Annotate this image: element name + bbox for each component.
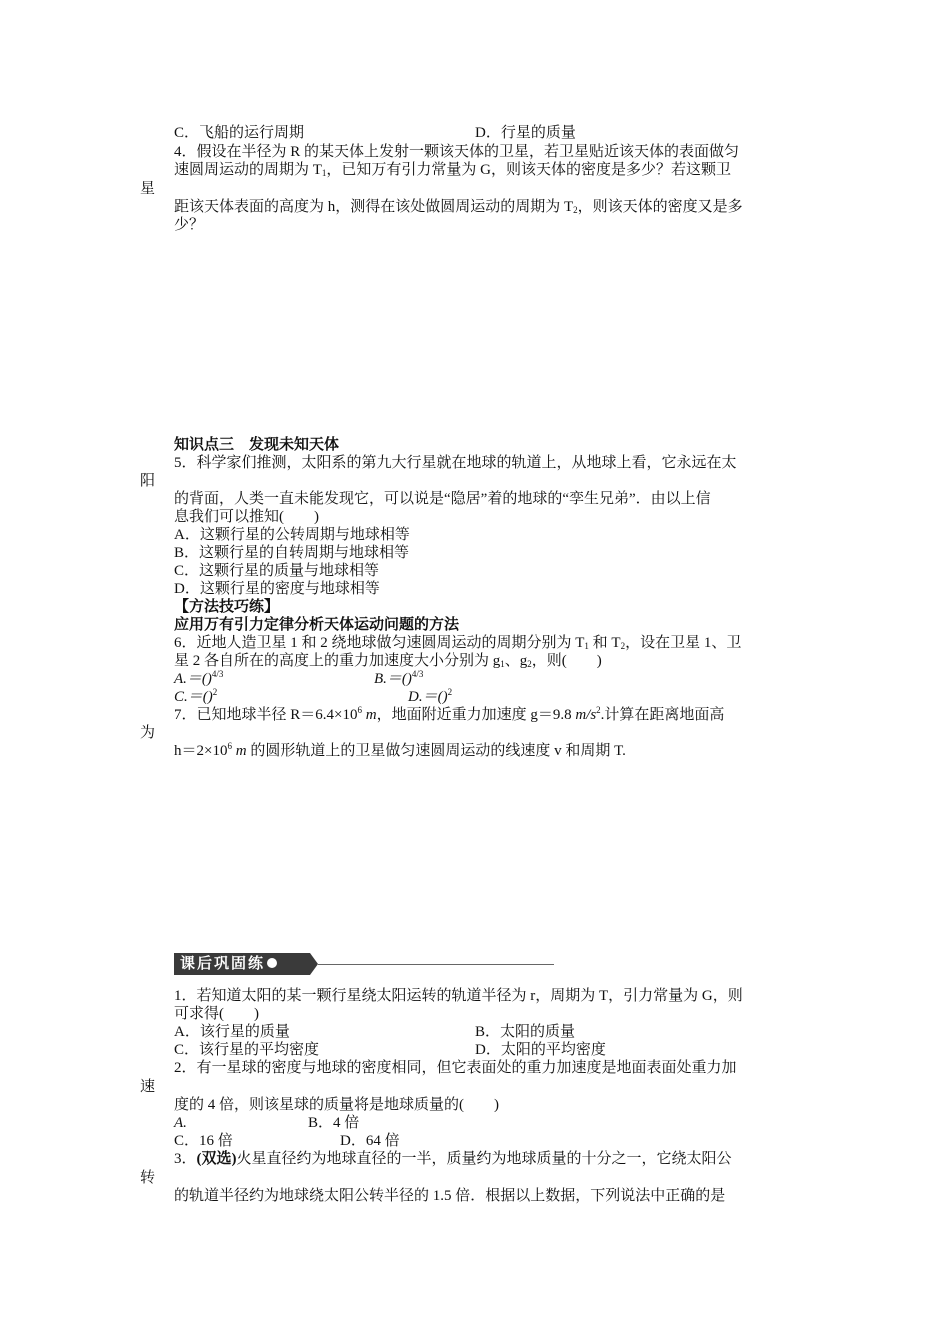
h3-line-2: 的轨道半径约为地球绕太阳公转半径的 1.5 倍．根据以上数据，下列说法中正确的是 — [174, 1188, 726, 1204]
q7-line-2: $h=2\times 10^6$ m 的圆形轨道上的卫星做匀速圆周运动的线速度 v 和周期 T. — [174, 741, 626, 759]
q4-line-2: 速圆周运动的周期为 $T_1$，已知万有引力常量为 G，则该天体的密度是多少？若这颗卫 — [174, 162, 732, 178]
margin-char: 阳 — [140, 473, 156, 489]
h1-line-2: 可求得( ) — [174, 1006, 259, 1022]
q4-line-3: 距该天体表面的高度为 h，测得在该处做圆周运动的周期为 $T_2$，则该天体的密度又是多 — [174, 199, 743, 215]
h2-line-1: 2．有一星球的密度与地球的密度相同，但它表面处的重力加速度是地面表面处重力加 — [174, 1060, 737, 1076]
q7-line-1: 7．已知地球半径 $R=6.4\times 10^6$ m，地面附近重力加速度 g＝9.8 $m/s^2$.计算在距离地面高 — [174, 705, 725, 723]
q5-option-a: A．这颗行星的公转周期与地球相等 — [174, 527, 410, 543]
h1-option-d: D．太阳的平均密度 — [475, 1042, 606, 1058]
q6-option-a: A.＝()$^{4/3}$ — [174, 669, 224, 687]
q5-line-1: 5．科学家们推测，太阳系的第九大行星就在地球的轨道上，从地球上看，它永远在太 — [174, 455, 737, 471]
homework-banner: 课后巩固练 — [174, 953, 310, 975]
margin-char: 为 — [140, 725, 156, 741]
h2-option-d: D．64 倍 — [340, 1133, 400, 1149]
margin-char: 星 — [140, 181, 156, 197]
method-heading: 【方法技巧练】 — [174, 599, 280, 615]
q6-option-b: B.＝()$^{4/3}$ — [374, 669, 424, 687]
q3-option-c: C．飞船的运行周期 — [174, 125, 305, 141]
q5-line-3: 息我们可以推知( ) — [174, 509, 319, 525]
q6-line-2: 星 2 各自所在的高度上的重力加速度大小分别为 $g_1$、$g_2$，则( ) — [174, 653, 602, 669]
q5-line-2: 的背面，人类一直未能发现它，可以说是“隐居”着的地球的“孪生兄弟”．由以上信 — [174, 491, 711, 507]
section-heading: 知识点三 发现未知天体 — [174, 437, 340, 453]
h1-option-c: C．该行星的平均密度 — [174, 1042, 320, 1058]
h2-option-c: C．16 倍 — [174, 1133, 233, 1149]
h1-option-a: A．该行星的质量 — [174, 1024, 290, 1040]
h1-line-1: 1．若知道太阳的某一颗行星绕太阳运转的轨道半径为 r，周期为 T，引力常量为 G，则 — [174, 988, 743, 1004]
q5-option-d: D．这颗行星的密度与地球相等 — [174, 581, 380, 597]
q4-line-1: 4．假设在半径为 R 的某天体上发射一颗该天体的卫星，若卫星贴近该天体的表面做匀 — [174, 144, 740, 160]
circle-icon — [267, 958, 277, 968]
h2-option-a: A. — [174, 1115, 187, 1131]
banner-arrow — [310, 953, 318, 975]
h1-option-b: B．太阳的质量 — [475, 1024, 576, 1040]
q5-option-c: C．这颗行星的质量与地球相等 — [174, 563, 380, 579]
q5-option-b: B．这颗行星的自转周期与地球相等 — [174, 545, 410, 561]
h2-line-2: 度的 4 倍，则该星球的质量将是地球质量的( ) — [174, 1097, 499, 1113]
margin-char: 速 — [140, 1079, 156, 1095]
h2-option-b: B．4 倍 — [308, 1115, 360, 1131]
q6-line-1: 6．近地人造卫星 1 和 2 绕地球做匀速圆周运动的周期分别为 $T_1$ 和 $T_2$，设在卫星 1、卫 — [174, 635, 742, 651]
q6-option-d: D.＝()$^2$ — [408, 687, 453, 705]
q3-option-d: D．行星的质量 — [475, 125, 576, 141]
q6-option-c: C.＝()$^2$ — [174, 687, 218, 705]
method-title: 应用万有引力定律分析天体运动问题的方法 — [174, 617, 460, 633]
margin-char: 转 — [140, 1170, 156, 1186]
h3-line-1: 3．(双选)火星直径约为地球直径的一半，质量约为地球质量的十分之一，它绕太阳公 — [174, 1151, 732, 1167]
q4-line-4: 少？ — [174, 217, 205, 233]
banner-divider — [318, 964, 554, 965]
